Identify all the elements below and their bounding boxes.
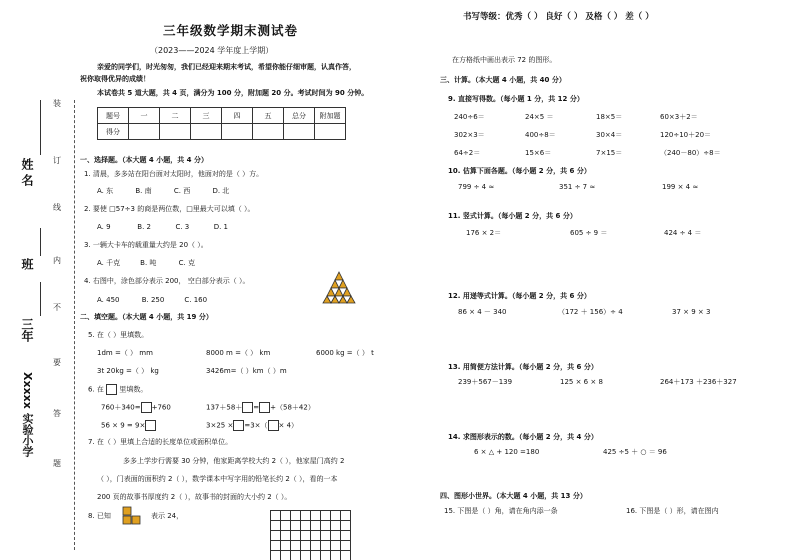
score-cell[interactable] — [129, 124, 160, 140]
binding-char: 题 — [53, 459, 61, 468]
grid-paper[interactable] — [270, 510, 351, 560]
q9-item: 15×6＝ — [525, 149, 552, 157]
q6-expr: 760＋340= — [101, 403, 141, 412]
writing-grade: 书写等级：优秀（ ） 良好（ ） 及格（ ） 差（ ） — [463, 12, 654, 22]
l-shape-figure — [122, 506, 142, 526]
question-3: 3. 一辆大卡车的载重量大约是 20（ ）。 — [84, 241, 208, 249]
score-cell[interactable] — [222, 124, 253, 140]
grade-label: 三年 — [20, 318, 34, 342]
question-6-tail: 里填数。 — [119, 385, 148, 394]
binding-char: 要 — [53, 358, 61, 367]
question-9: 9. 直接写得数。（每小题 1 分，共 12 分） — [448, 95, 584, 103]
question-8-tail: 表示 24， — [151, 512, 184, 520]
intro-line: 本试卷共 5 道大题，共 4 页，满分为 100 分，附加题 20 分。考试时间为 90 分钟。 — [97, 89, 369, 97]
q9-item: 302×3＝ — [454, 131, 485, 139]
question-15: 15. 下图是（ ）角，请在角内添一条 — [444, 507, 558, 515]
question-4: 4. 右图中，涂色部分表示 200， 空白部分表示（ ）。 — [84, 277, 250, 285]
q6-row-1b — [206, 402, 315, 413]
score-header-cell: 总分 — [284, 108, 315, 124]
question-13: 13. 用简便方法计算。（每小题 2 分，共 6 分） — [448, 363, 598, 371]
l-shape-cell — [132, 516, 140, 524]
section-2-title: 二、填空题。（本大题 4 小题，共 19 分） — [80, 313, 213, 321]
answer-box[interactable] — [106, 384, 117, 395]
question-16: 16. 下图是（ ）形，请在图内 — [626, 507, 719, 515]
question-6 — [88, 384, 147, 395]
q5-blank-5: 3426m=（ ）km（ ）m — [206, 367, 287, 375]
section-1-title: 一、选择题。（本大题 4 小题，共 4 分） — [80, 156, 208, 164]
name-underline — [40, 100, 41, 155]
score-cell[interactable] — [315, 124, 346, 140]
section-3-title: 三、计算。（本大题 4 小题，共 40 分） — [440, 76, 566, 84]
binding-char: 答 — [53, 409, 61, 418]
triangle-figure — [322, 270, 356, 304]
q10-item: 199 × 4 ≈ — [662, 183, 699, 191]
question-3-options: A. 千克 B. 吨 C. 克 — [97, 259, 195, 267]
q6-row-2 — [101, 420, 156, 431]
question-6-text: 6. 在 — [88, 385, 104, 394]
q14-item: 6 × △ + 120 =180 — [474, 448, 540, 456]
q9-item: 400÷8＝ — [525, 131, 556, 139]
binding-char: 内 — [53, 256, 61, 265]
answer-box[interactable] — [145, 420, 156, 431]
question-7: 7. 在（ ）里填上合适的长度单位或面积单位。 — [88, 438, 233, 446]
question-8 — [88, 512, 111, 521]
section-4-title: 四、图形小世界。（本大题 4 小题，共 13 分） — [440, 492, 587, 500]
class-underline — [40, 228, 41, 256]
binding-char: 订 — [53, 156, 61, 165]
binding-char: 线 — [53, 203, 61, 212]
answer-box[interactable] — [242, 402, 253, 413]
question-10: 10. 估算下面各题。（每小题 2 分，共 6 分） — [448, 167, 591, 175]
binding-char: 不 — [53, 303, 61, 312]
q9-item: 240÷6＝ — [454, 113, 485, 121]
binding-char: 装 — [53, 99, 61, 108]
q6-expr: =3×（ — [244, 421, 268, 430]
question-14: 14. 求图形表示的数。（每小题 2 分，共 4 分） — [448, 433, 598, 441]
q9-item: 120÷10＋20＝ — [660, 131, 712, 139]
q6-expr: = — [253, 403, 260, 412]
score-cell[interactable] — [160, 124, 191, 140]
score-header-cell: 一 — [129, 108, 160, 124]
q5-blank-4: 3t 20kg =（ ） kg — [97, 367, 159, 375]
school-label: Xxxxx 实验小学 — [21, 372, 34, 457]
score-header-cell: 三 — [191, 108, 222, 124]
q5-blank-1: 1dm =（ ） mm — [97, 349, 153, 357]
q11-item: 605 ÷ 9 ＝ — [570, 229, 608, 237]
q9-item: 7×15＝ — [596, 149, 623, 157]
intro-line: 祝你取得优异的成绩！ — [80, 75, 150, 83]
q11-item: 176 × 2＝ — [466, 229, 502, 237]
score-header-cell: 二 — [160, 108, 191, 124]
score-cell[interactable] — [191, 124, 222, 140]
q7-line: 200 页的故事书厚度约 2（ ），故事书的封面的大小约 2（ ）。 — [97, 493, 292, 501]
l-shape-cell — [123, 507, 131, 515]
page-title: 三年级数学期末测试卷 — [163, 23, 299, 38]
score-cell[interactable] — [284, 124, 315, 140]
question-4-options: A. 450 B. 250 C. 160 — [97, 296, 208, 304]
q6-expr: +（58＋42） — [270, 403, 315, 412]
q5-blank-2: 8000 m =（ ） km — [206, 349, 271, 357]
q9-item: 30×4＝ — [596, 131, 623, 139]
q10-item: 351 ÷ 7 ≈ — [559, 183, 596, 191]
q11-item: 424 ÷ 4 ＝ — [664, 229, 702, 237]
q7-line: 多多上学步行需要 30 分钟，他家距离学校大约 2（ ），他家屋门高约 2 — [123, 457, 345, 465]
q9-item: 18×5＝ — [596, 113, 623, 121]
q13-item: 264＋173 ＋236＋327 — [660, 378, 737, 386]
q9-item: 60×3＋2＝ — [660, 113, 698, 121]
q6-row-1 — [101, 402, 171, 413]
q12-item: （172 ＋ 156）÷ 4 — [558, 308, 623, 316]
q6-row-2b — [206, 420, 298, 431]
school-year-subtitle: （2023——2024 学年度上学期） — [150, 46, 274, 55]
q5-blank-3: 6000 kg =（ ） t — [316, 349, 374, 357]
l-shape-cell — [123, 516, 131, 524]
q6-expr: 56 × 9 = 9× — [101, 421, 146, 430]
name-label: 姓 名 — [20, 158, 34, 187]
score-header-cell: 题号 — [98, 108, 129, 124]
binding-line — [74, 100, 75, 550]
score-cell[interactable] — [253, 124, 284, 140]
score-row-label: 得分 — [98, 124, 129, 140]
q6-expr: 3×25 × — [206, 421, 234, 430]
q6-expr: 137＋58＋ — [206, 403, 243, 412]
intro-line: 亲爱的同学们，时光匆匆，我们已经迎来期末考试，希望你能仔细审题，认真作答， — [97, 63, 356, 71]
q13-item: 125 × 6 × 8 — [560, 378, 603, 386]
answer-box[interactable] — [233, 420, 244, 431]
answer-box[interactable] — [141, 402, 152, 413]
question-2: 2. 要使 □57÷3 的商是两位数，□里最大可以填（ ）。 — [84, 205, 255, 213]
grid-instruction: 在方格纸中画出表示 72 的图形。 — [452, 56, 557, 64]
answer-box[interactable] — [259, 402, 270, 413]
question-1: 1. 清晨，多多站在阳台面对太阳时，他面对的是（ ）方。 — [84, 170, 264, 178]
question-12: 12. 用递等式计算。（每小题 2 分，共 6 分） — [448, 292, 591, 300]
q7-line: （ ），门表面的面积约 2（ ），数学课本中写字用的铅笔长约 2（ ），看的一本 — [97, 475, 338, 483]
score-table-header-row — [98, 108, 346, 124]
q12-item: 37 × 9 × 3 — [672, 308, 711, 316]
q9-item: 24×5 ＝ — [525, 113, 554, 121]
answer-box[interactable] — [268, 420, 279, 431]
q6-expr: × 4） — [278, 421, 299, 430]
question-2-options: A. 9 B. 2 C. 3 D. 1 — [97, 223, 229, 231]
score-header-cell: 附加题 — [315, 108, 346, 124]
grade-underline — [40, 282, 41, 316]
score-header-cell: 五 — [253, 108, 284, 124]
q9-item: 64÷2＝ — [454, 149, 481, 157]
question-11: 11. 竖式计算。（每小题 2 分，共 6 分） — [448, 212, 577, 220]
q14-item: 425 ÷5 ＋ ○ ＝ 96 — [603, 448, 667, 456]
triangle-piece-shaded — [335, 272, 343, 280]
score-table — [97, 107, 346, 140]
q9-item: （240－80）÷8＝ — [660, 149, 721, 157]
q12-item: 86 × 4 － 340 — [458, 308, 507, 316]
score-table-row — [98, 124, 346, 140]
question-1-options: A. 东 B. 南 C. 西 D. 北 — [97, 187, 230, 195]
q10-item: 799 ÷ 4 ≈ — [458, 183, 495, 191]
score-header-cell: 四 — [222, 108, 253, 124]
q6-expr: +760 — [151, 403, 171, 412]
q13-item: 239＋567－139 — [458, 378, 513, 386]
question-8-text: 8. 已知 — [88, 512, 111, 520]
question-5: 5. 在（ ）里填数。 — [88, 331, 149, 339]
class-label: 班 — [20, 258, 34, 270]
